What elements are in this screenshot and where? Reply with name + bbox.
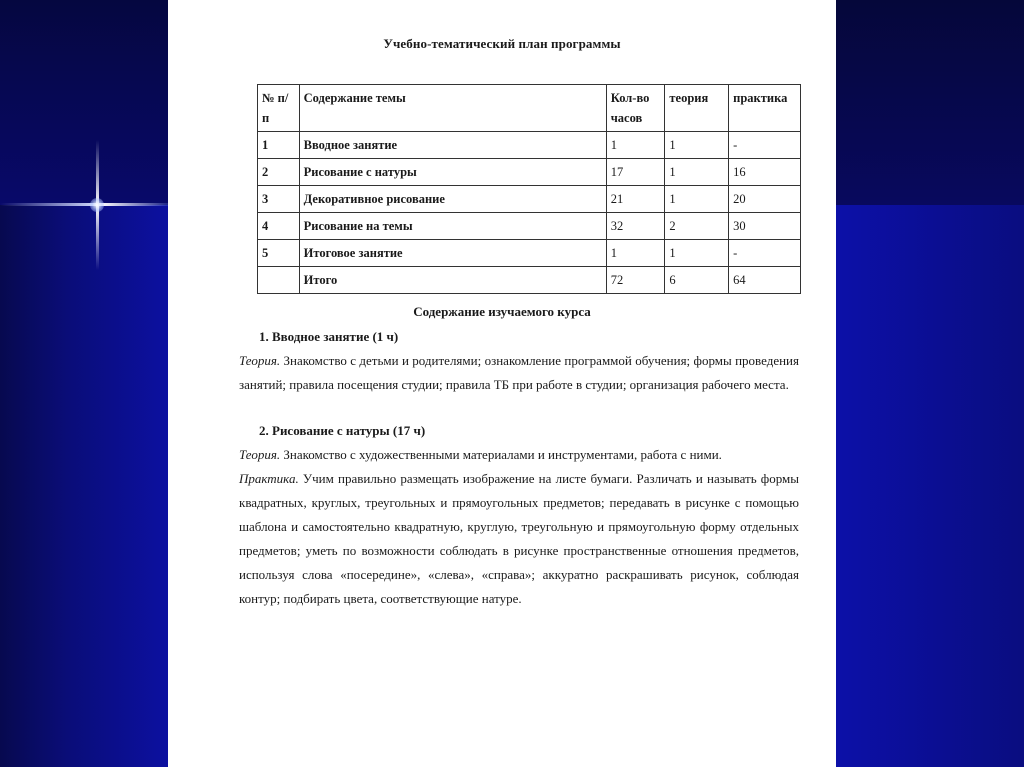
- cell-theory: 1: [665, 132, 729, 159]
- plan-table: [257, 84, 801, 294]
- cell-practice: 64: [729, 267, 801, 294]
- cell-hours: 1: [606, 240, 665, 267]
- background-right-band: [836, 0, 1024, 205]
- document-page: [168, 0, 836, 767]
- table-header-row: [258, 85, 801, 132]
- course-section-1: [239, 325, 799, 397]
- theory-label: Теория.: [239, 447, 281, 462]
- cell-topic: Рисование на темы: [299, 213, 606, 240]
- theory-text: Знакомство с художественными материалами и инструментами, работа с ними.: [280, 447, 722, 462]
- cell-number: 5: [258, 240, 300, 267]
- cell-number: 2: [258, 159, 300, 186]
- cell-topic: Рисование с натуры: [299, 159, 606, 186]
- background-left-band: [0, 0, 168, 205]
- cell-number: [258, 267, 300, 294]
- section-heading: 2. Рисование с натуры (17 ч): [259, 423, 426, 438]
- cell-practice: 16: [729, 159, 801, 186]
- section-theory-paragraph: [239, 349, 799, 397]
- header-hours: Кол-во часов: [606, 85, 665, 132]
- cell-number: 3: [258, 186, 300, 213]
- cell-hours: 72: [606, 267, 665, 294]
- cell-practice: 30: [729, 213, 801, 240]
- cell-hours: 17: [606, 159, 665, 186]
- cell-practice: -: [729, 240, 801, 267]
- table-row: [258, 240, 801, 267]
- cell-theory: 6: [665, 267, 729, 294]
- sparkle-horizontal-ray: [0, 203, 168, 206]
- table-row: [258, 159, 801, 186]
- cell-practice: 20: [729, 186, 801, 213]
- header-practice: практика: [729, 85, 801, 132]
- cell-theory: 1: [665, 240, 729, 267]
- cell-theory: 1: [665, 186, 729, 213]
- cell-topic: Вводное занятие: [299, 132, 606, 159]
- course-section-2: [239, 419, 799, 611]
- header-number: № п/п: [258, 85, 300, 132]
- cell-topic: Итоговое занятие: [299, 240, 606, 267]
- theory-label: Теория.: [239, 353, 281, 368]
- cell-hours: 1: [606, 132, 665, 159]
- practice-label: Практика.: [239, 471, 299, 486]
- cell-practice: -: [729, 132, 801, 159]
- header-topic: Содержание темы: [299, 85, 606, 132]
- cell-theory: 1: [665, 159, 729, 186]
- cell-number: 1: [258, 132, 300, 159]
- header-theory: теория: [665, 85, 729, 132]
- cell-topic: Итого: [299, 267, 606, 294]
- section-heading: 1. Вводное занятие (1 ч): [259, 329, 399, 344]
- table-row: [258, 132, 801, 159]
- table-total-row: [258, 267, 801, 294]
- sparkle-icon: [90, 198, 104, 212]
- cell-hours: 32: [606, 213, 665, 240]
- section-theory-paragraph: [239, 443, 799, 467]
- table-row: [258, 186, 801, 213]
- table-row: [258, 213, 801, 240]
- document-title: Учебно-тематический план программы: [383, 36, 621, 51]
- cell-theory: 2: [665, 213, 729, 240]
- content-title: Содержание изучаемого курса: [413, 304, 591, 319]
- cell-topic: Декоративное рисование: [299, 186, 606, 213]
- cell-number: 4: [258, 213, 300, 240]
- cell-hours: 21: [606, 186, 665, 213]
- theory-text: Знакомство с детьми и родителями; ознакомление программой обучения; формы проведения занятий; правила посещения студии; правила ТБ при работе в студии; организация рабочего места.: [239, 353, 799, 392]
- practice-text: Учим правильно размещать изображение на листе бумаги. Различать и называть формы квадратных, круглых, треугольных и прямоугольных предметов; передавать в рисунке с помощью шаблона и самостоятельно квадратную, круглую, треугольную и прямоугольную форму отдельных предметов; уметь по возможности соблюдать в рисунке пространственные отношения предметов, используя слова «посередине», «слева», «справа»; аккуратно раскрашивать рисунок, соблюдая контур; подбирать цвета, соответствующие натуре.: [239, 471, 799, 606]
- section-practice-paragraph: [239, 467, 799, 611]
